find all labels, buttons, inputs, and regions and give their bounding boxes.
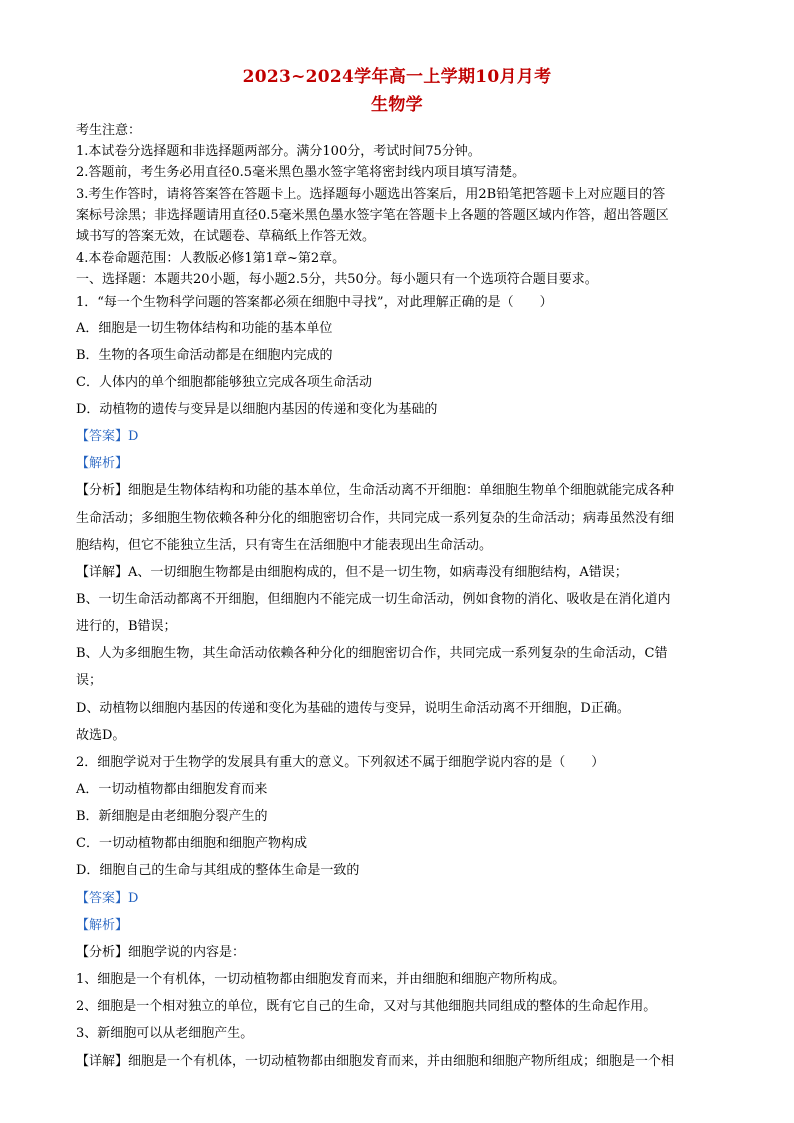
detail-text: 误； <box>76 673 103 688</box>
question-2-option-c: C．一切动植物都由细胞和细胞产物构成 <box>76 836 307 851</box>
detail-text: B、人为多细胞生物，其生命活动依赖各种分化的细胞密切合作，共同完成一系列复杂的生命活动，C错 <box>76 646 668 661</box>
analysis-text: 2、细胞是一个相对独立的单位，既有它自己的生命，又对与其他细胞共同组成的整体的生命起作用。 <box>76 999 657 1014</box>
question-1-option-b: B．生物的各项生命活动都是在细胞内完成的 <box>76 348 333 363</box>
subject-title: 生物学 <box>371 95 423 115</box>
conclusion-text: 故选D。 <box>76 728 126 743</box>
analysis-text: 3、新细胞可以从老细胞产生。 <box>76 1026 254 1041</box>
question-2-stem: 2．细胞学说对于生物学的发展具有重大的意义。下列叙述不属于细胞学说内容的是（ ） <box>76 755 605 770</box>
analysis-text: 【分析】细胞是生物体结构和功能的基本单位，生命活动离不开细胞：单细胞生物单个细胞就能完成各种 <box>76 483 675 498</box>
exam-title: 2023~2024学年高一上学期10月月考 <box>242 67 552 87</box>
question-1-option-a: A．细胞是一切生物体结构和功能的基本单位 <box>76 321 333 336</box>
analysis-text: 生命活动；多细胞生物依赖各种分化的细胞密切合作，共同完成一系列复杂的生命活动；病毒虽然没有细 <box>76 511 675 526</box>
notice-item-continued: 案标号涂黑；非选择题请用直径0.5毫米黑色墨水签字笔在答题卡上各题的答题区域内作答，超出答题区 <box>76 208 669 223</box>
detail-text: 进行的，B错误； <box>76 619 177 634</box>
question-2-option-b: B．新细胞是由老细胞分裂产生的 <box>76 809 268 824</box>
analysis-text: 1、细胞是一个有机体，一切动植物都由细胞发育而来，并由细胞和细胞产物所构成。 <box>76 972 566 987</box>
answer-label: 【答案】D <box>76 429 139 444</box>
detail-text: 【详解】细胞是一个有机体，一切动植物都由细胞发育而来，并由细胞和细胞产物所组成；细胞是一个相 <box>76 1054 675 1069</box>
notice-item: 1.本试卷分选择题和非选择题两部分。满分100分，考试时间75分钟。 <box>76 144 481 159</box>
notice-heading: 考生注意： <box>76 123 142 138</box>
question-2-option-d: D．细胞自己的生命与其组成的整体生命是一致的 <box>76 863 360 878</box>
detail-text: B、一切生命活动都离不开细胞，但细胞内不能完成一切生命活动，例如食物的消化、吸收是在消化道内 <box>76 592 671 607</box>
analysis-text: 【分析】细胞学说的内容是： <box>76 945 246 960</box>
notice-item: 2.答题前，考生务必用直径0.5毫米黑色墨水签字笔将密封线内项目填写清楚。 <box>76 165 526 180</box>
notice-item: 3.考生作答时，请将答案答在答题卡上。选择题每小题选出答案后，用2B铅笔把答题卡上对应题目的答 <box>76 187 666 202</box>
section-heading: 一、选择题：本题共20小题，每小题2.5分，共50分。每小题只有一个选项符合题目要求。 <box>76 272 598 287</box>
notice-item-continued: 域书写的答案无效，在试题卷、草稿纸上作答无效。 <box>76 229 376 244</box>
notice-item: 4.本卷命题范围：人教版必修1第1章~第2章。 <box>76 251 346 266</box>
question-1-option-d: D．动植物的遗传与变异是以细胞内基因的传递和变化为基础的 <box>76 402 438 417</box>
analysis-text: 胞结构，但它不能独立生活，只有寄生在活细胞中才能表现出生命活动。 <box>76 538 493 553</box>
answer-label: 【答案】D <box>76 891 139 906</box>
question-1-option-c: C．人体内的单个细胞都能够独立完成各项生命活动 <box>76 375 372 390</box>
detail-text: D、动植物以细胞内基因的传递和变化为基础的遗传与变异，说明生命活动离不开细胞，D正确。 <box>76 701 630 716</box>
analysis-label: 【解析】 <box>76 456 129 471</box>
analysis-label: 【解析】 <box>76 918 129 933</box>
detail-text: 【详解】A、一切细胞生物都是由细胞构成的，但不是一切生物，如病毒没有细胞结构，A错误； <box>76 565 628 580</box>
question-1-stem: 1．“每一个生物科学问题的答案都必须在细胞中寻找”，对此理解正确的是（ ） <box>76 295 553 310</box>
question-2-option-a: A．一切动植物都由细胞发育而来 <box>76 782 268 797</box>
